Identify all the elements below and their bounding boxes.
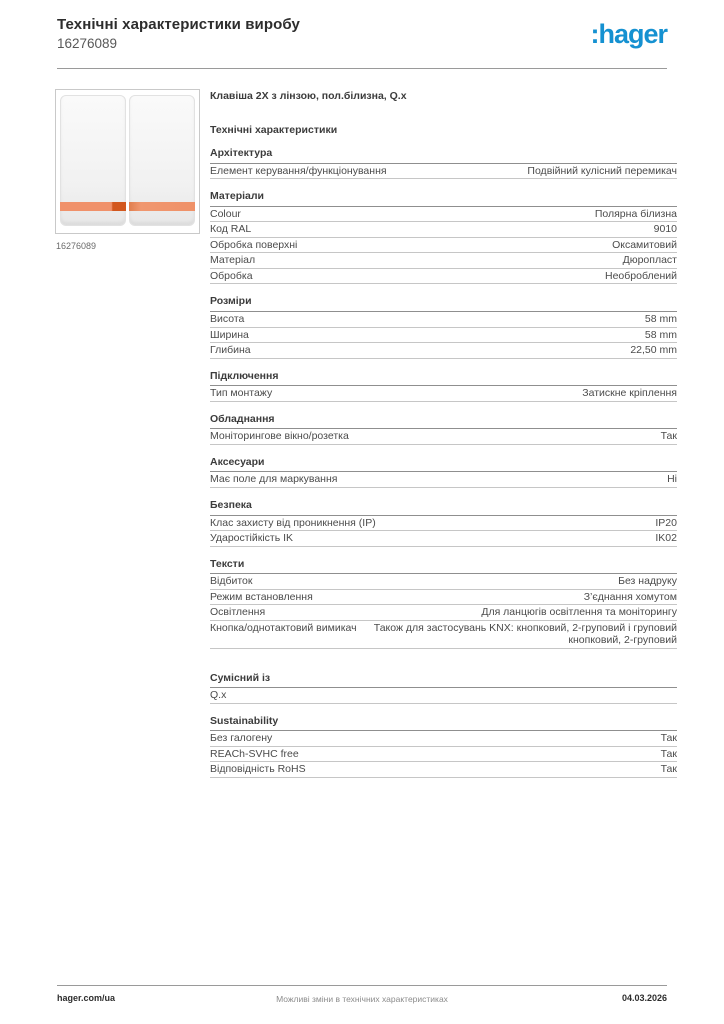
spec-value: 9010 <box>653 223 677 236</box>
section-title: Підключення <box>210 371 677 387</box>
spec-section <box>210 500 677 547</box>
spec-label: Моніторингове вікно/розетка <box>210 430 349 443</box>
spec-label: Висота <box>210 313 245 326</box>
section-title: Аксесуари <box>210 457 677 473</box>
spec-row <box>210 688 677 704</box>
spec-value: Затискне кріплення <box>582 387 677 400</box>
rocker-key-right <box>129 95 195 226</box>
spec-row <box>210 269 677 285</box>
spec-section <box>210 371 677 402</box>
spec-heading: Технічні характеристики <box>210 124 338 136</box>
spec-row <box>210 222 677 238</box>
product-image-caption: 16276089 <box>56 241 97 251</box>
spec-section <box>210 296 677 358</box>
spec-value: Подвійний кулісний перемикач <box>527 164 677 177</box>
spec-label: REACh-SVHC free <box>210 747 299 760</box>
lens-strip-left <box>60 202 126 211</box>
spec-value: Також для застосувань KNX: кнопковий, 2-груповий і груповий кнопковий, 2-груповий <box>373 621 677 646</box>
spec-label: Тип монтажу <box>210 387 273 400</box>
spec-value: IK02 <box>655 532 677 545</box>
spec-row <box>210 731 677 747</box>
spec-value: Для ланцюгів освітлення та моніторингу <box>481 606 677 619</box>
spec-value: Так <box>660 763 677 776</box>
spec-value: 58 mm <box>644 328 677 341</box>
section-title: Сумісний із <box>210 673 677 689</box>
page-header <box>57 16 667 66</box>
spec-label: Елемент керування/функціонування <box>210 164 387 177</box>
spec-section <box>210 457 677 488</box>
product-image <box>55 89 200 234</box>
lens-strip-right <box>129 202 195 211</box>
spec-section <box>210 673 677 704</box>
footer-disclaimer: Можливі зміни в технічних характеристиках <box>276 994 448 1004</box>
spec-label: Має поле для маркування <box>210 473 338 486</box>
spec-label: Код RAL <box>210 223 252 236</box>
spec-value: Так <box>660 430 677 443</box>
section-title: Архітектура <box>210 148 677 164</box>
section-title: Матеріали <box>210 191 677 207</box>
spec-row <box>210 164 677 180</box>
spec-row <box>210 238 677 254</box>
spec-value: Оксамитовий <box>612 238 677 251</box>
spec-label: Кнопка/однотактовий вимикач <box>210 621 357 634</box>
spec-value: Без надруку <box>618 575 677 588</box>
spec-value: IP20 <box>655 516 677 529</box>
product-number: 16276089 <box>57 36 118 51</box>
spec-row <box>210 328 677 344</box>
spec-label: Глибина <box>210 344 251 357</box>
spec-row <box>210 207 677 223</box>
section-title: Обладнання <box>210 414 677 430</box>
spec-value: Необроблений <box>605 269 677 282</box>
hager-logo: :hager <box>590 19 667 49</box>
spec-label: Освітлення <box>210 606 266 619</box>
hager-website-link[interactable]: hager.com/ua <box>57 993 116 1003</box>
spec-sections <box>210 148 677 778</box>
spec-row <box>210 386 677 402</box>
spec-label: Відповідність RoHS <box>210 763 306 776</box>
spec-column <box>210 90 677 778</box>
spec-value: 22,50 mm <box>630 344 677 357</box>
spec-value: Дюропласт <box>622 254 677 267</box>
spec-label: Обробка поверхні <box>210 238 298 251</box>
spec-label: Режим встановлення <box>210 590 313 603</box>
spec-label: Обробка <box>210 269 253 282</box>
spec-section <box>210 191 677 284</box>
spec-label: Клас захисту від проникнення (IP) <box>210 516 376 529</box>
spec-label: Ударостійкість IK <box>210 532 294 545</box>
spec-row <box>210 343 677 359</box>
spec-row <box>210 253 677 269</box>
spec-label: Ширина <box>210 328 249 341</box>
spec-section <box>210 414 677 445</box>
spec-row <box>210 516 677 532</box>
spec-row <box>210 574 677 590</box>
spec-value: Так <box>660 732 677 745</box>
spec-row <box>210 472 677 488</box>
header-divider <box>57 68 667 69</box>
page-title: Технічні характеристики виробу <box>57 16 300 33</box>
spec-section <box>210 148 677 179</box>
section-title: Розміри <box>210 296 677 312</box>
section-title: Sustainability <box>210 716 677 732</box>
spec-value: Ні <box>667 473 677 486</box>
spec-value: З’єднання хомутом <box>583 590 677 603</box>
spec-label: Відбиток <box>210 575 253 588</box>
spec-row <box>210 762 677 778</box>
spec-row <box>210 531 677 547</box>
spec-row <box>210 605 677 621</box>
spec-label: Без галогену <box>210 732 273 745</box>
spec-label: Colour <box>210 207 241 220</box>
spec-row <box>210 621 677 649</box>
section-title: Тексти <box>210 559 677 575</box>
spec-row <box>210 747 677 763</box>
spec-section <box>210 716 677 778</box>
section-title: Безпека <box>210 500 677 516</box>
spec-row <box>210 590 677 606</box>
spec-row <box>210 429 677 445</box>
spec-row <box>210 312 677 328</box>
spec-label: Q.x <box>210 689 227 702</box>
spec-value: Полярна білизна <box>594 207 677 220</box>
footer-divider <box>57 985 667 986</box>
footer-date: 04.03.2026 <box>621 993 667 1003</box>
product-title: Клавіша 2X з лінзою, пол.білизна, Q.x <box>210 90 407 102</box>
page-footer <box>57 993 667 1007</box>
spec-label: Матеріал <box>210 254 256 267</box>
rocker-key-left <box>60 95 126 226</box>
spec-section <box>210 559 677 649</box>
spec-value: Так <box>660 747 677 760</box>
spec-value: 58 mm <box>644 313 677 326</box>
